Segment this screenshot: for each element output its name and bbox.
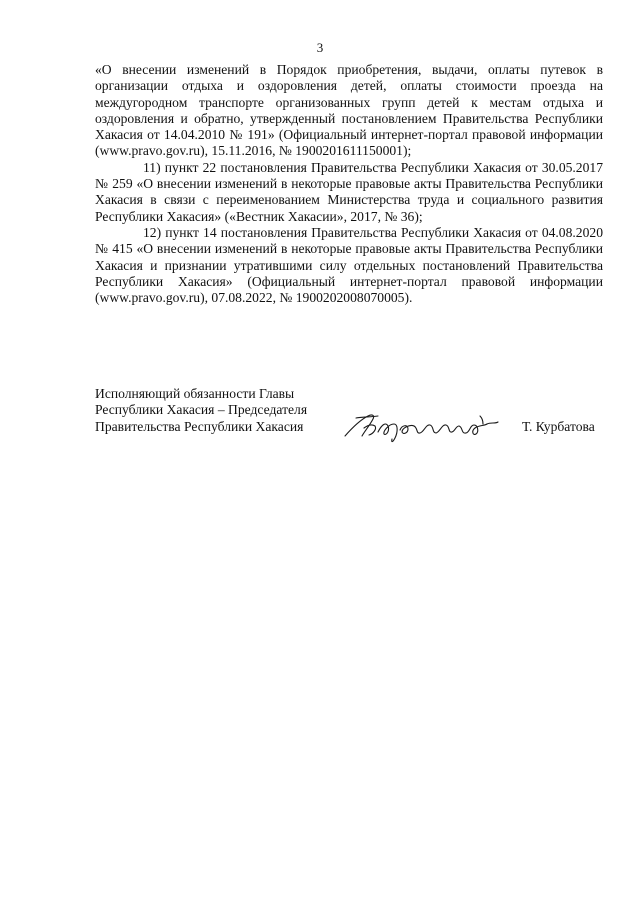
- paragraph-continuation: «О внесении изменений в Порядок приобретения, выдачи, оплаты путевок в организации отдыха и оздоровления детей, оплаты стоимости проезда на междугородном транспорте организованных групп детей к местам отдыха и оздоровления и обратно, утвержденный постановлением Правительства Республики Хакасия от 14.04.2010 № 191» (Официальный интернет-портал правовой информации (www.pravo.gov.ru), 15.11.2016, № 1900201611150001);: [95, 62, 603, 159]
- signer-position-line: Исполняющий обязанности Главы: [95, 386, 295, 401]
- handwritten-signature: [342, 406, 502, 446]
- paragraph-item-11: 11) пункт 22 постановления Правительства Республики Хакасия от 30.05.2017 № 259 «О внесении изменений в некоторые правовые акты Правительства Республики Хакасия в связи с переименованием Министерства труда и социального развития Республики Хакасия» («Вестник Хакасии», 2017, № 36);: [95, 159, 603, 224]
- signature-block: [95, 386, 605, 456]
- signer-position: [95, 386, 335, 435]
- document-body: [95, 62, 603, 306]
- page-number: 3: [316, 40, 324, 55]
- signer-name: Т. Курбатова: [522, 419, 595, 434]
- paragraph-item-12: 12) пункт 14 постановления Правительства Республики Хакасия от 04.08.2020 № 415 «О внесении изменений в некоторые правовые акты Правительства Республики Хакасия и признании утратившими силу отдельных постановлений Правительства Республики Хакасия» (Официальный интернет-портал правовой информации (www.pravo.gov.ru), 07.08.2022, № 1900202008070005).: [95, 224, 603, 306]
- signer-position-line: Правительства Республики Хакасия: [95, 418, 304, 434]
- signer-position-line: Республики Хакасия – Председателя: [95, 402, 308, 418]
